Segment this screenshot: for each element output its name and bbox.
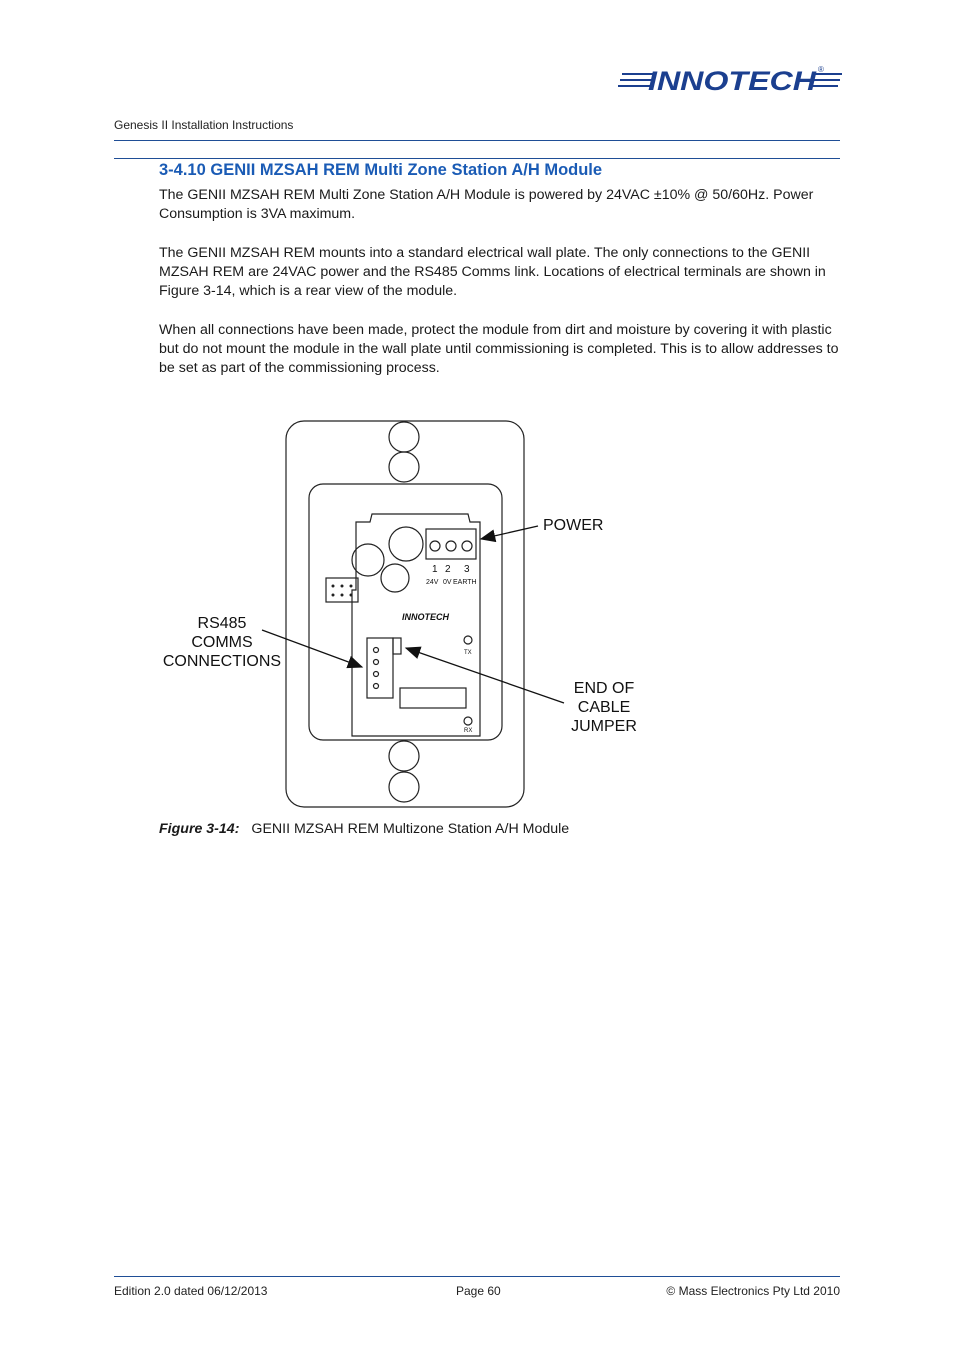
- paragraph-power: The GENII MZSAH REM Multi Zone Station A/H Module is powered by 24VAC ±10% @ 50/60Hz. Power Consumption is 3VA maximum.: [159, 187, 814, 223]
- tx-led: [464, 636, 472, 644]
- innotech-logo: [618, 62, 844, 98]
- document-title: Genesis II Installation Instructions: [114, 118, 294, 132]
- footer-edition: Edition 2.0 dated 06/12/2013: [114, 1284, 268, 1298]
- footer-page: Page 60: [456, 1284, 501, 1298]
- terminal-screw: [430, 541, 440, 551]
- terminal-label: 24V: [426, 579, 439, 586]
- logo-text: INNOTECH: [648, 66, 817, 96]
- rx-label: RX: [464, 728, 473, 734]
- capacitor: [381, 564, 409, 592]
- terminal-label: 0V: [443, 579, 452, 586]
- capacitor: [389, 527, 423, 561]
- screw-hole: [389, 452, 419, 482]
- figure-caption: [159, 821, 569, 837]
- section-rule: [114, 158, 840, 159]
- rs485-label: RS485 COMMS CONNECTIONS: [162, 615, 282, 670]
- tx-label: TX: [464, 650, 472, 656]
- terminal-screw: [462, 541, 472, 551]
- capacitor: [352, 544, 384, 576]
- footer-copyright: © Mass Electronics Pty Ltd 2010: [666, 1284, 840, 1298]
- power-arrow: [481, 526, 538, 539]
- module-figure: [150, 410, 670, 820]
- caption-text: GENII MZSAH REM Multizone Station A/H Module: [251, 821, 570, 837]
- pcb-board: [352, 514, 480, 736]
- registered-mark: ®: [818, 65, 824, 74]
- footer-rule: [114, 1276, 840, 1277]
- paragraph-mounting: The GENII MZSAH REM mounts into a standard electrical wall plate. The only connections to the GENII MZSAH REM are 24VAC power and the RS485 Comms link. Locations of electrical terminals are shown in Figure 3-14, which is a rear view of the module.: [159, 245, 826, 300]
- jumper-arrow: [406, 648, 564, 703]
- rx-led: [464, 717, 472, 725]
- power-terminal-block: [426, 529, 476, 559]
- end-of-cable-jumper: [393, 638, 401, 654]
- jumper-label: END OF CABLE JUMPER: [571, 680, 637, 735]
- screw-hole: [389, 772, 419, 802]
- paragraph-protection: When all connections have been made, protect the module from dirt and moisture by covering it with plastic but do not mount the module in the wall plate until commissioning is completed. This is to allow addresses to be set as part of the commissioning process.: [159, 322, 839, 377]
- terminal-number: 2: [445, 564, 451, 575]
- header-rule: [114, 140, 840, 141]
- screw-hole: [389, 422, 419, 452]
- terminal-label: EARTH: [453, 579, 477, 586]
- terminal-number: 1: [432, 564, 438, 575]
- section-heading: 3-4.10 GENII MZSAH REM Multi Zone Station A/H Module: [159, 161, 603, 179]
- board-brand: INNOTECH: [402, 612, 449, 622]
- display-window: [400, 688, 466, 708]
- screw-hole: [389, 741, 419, 771]
- power-label: POWER: [543, 517, 604, 534]
- rs485-connector: [367, 638, 393, 698]
- terminal-screw: [446, 541, 456, 551]
- terminal-number: 3: [464, 564, 470, 575]
- caption-number: Figure 3-14:: [159, 821, 240, 837]
